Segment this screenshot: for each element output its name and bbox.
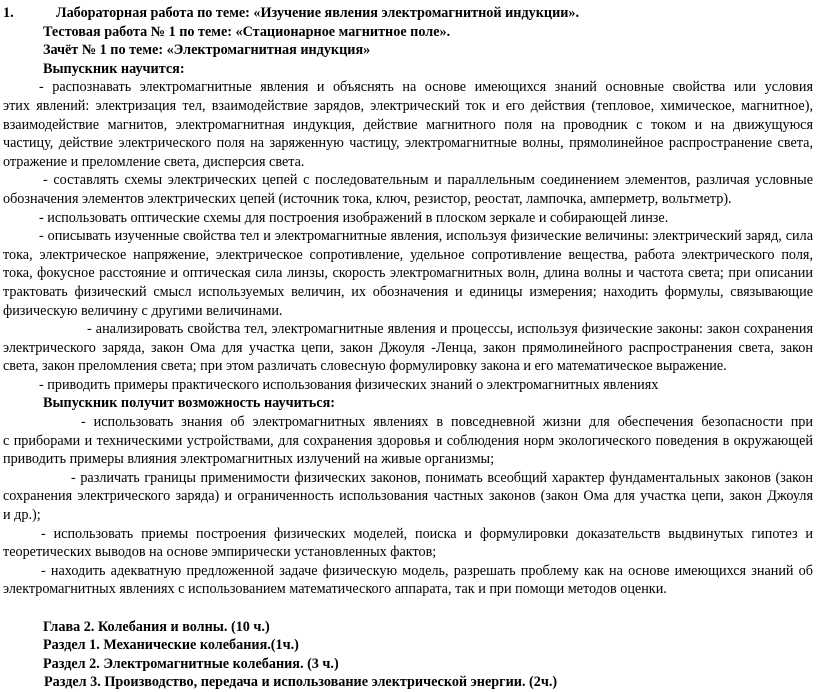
opportunity-line: с приборами и техническими устройствами, для сохранения здоровья и соблюдения норм экологического поведения в окружающей	[3, 432, 813, 449]
learns-line: отражение и преломление света, дисперсия света.	[3, 153, 305, 170]
opportunity-line: сохранения электрического заряда) и ограниченность использования частных законов (закон Ома для участка цепи, закон Джоуля	[3, 488, 813, 505]
learns-line: - использовать оптические схемы для построения изображений в плоском зеркале и собирающей линзе.	[39, 209, 669, 226]
section-title: Раздел 3. Производство, передача и использование электрической энергии. (2ч.)	[44, 674, 558, 691]
learns-line: - распознавать электромагнитные явления и объяснять на основе имеющихся знаний основные свойства или условия	[39, 79, 813, 96]
opportunity-line: - использовать приемы построения физических моделей, поиска и формулировки доказательств выдвинутых гипотез и	[41, 525, 813, 542]
learns-line: тока, фокусное расстояние и оптическая сила линзы, скорость электромагнитных волн, длина волны и частота света; при описании	[3, 265, 813, 282]
section-title: Раздел 2. Электромагнитные колебания. (3 ч.)	[43, 655, 339, 672]
learns-line: взаимодействие магнитов, электромагнитная индукция, действие магнитного поля на проводник с током и на движущуюся	[3, 116, 813, 133]
learns-line: трактовать физический смысл используемых величин, их обозначения и единицы измерения; находить формулы, связывающие	[3, 283, 813, 300]
learns-line: - составлять схемы электрических цепей с последовательным и параллельным соединением элементов, различая условные	[43, 172, 813, 189]
opportunity-line: электромагнитных явлениях с использованием математического аппарата, так и при помощи методов оценки.	[3, 581, 667, 598]
opportunity-line: приводить примеры влияния электромагнитных излучений на живые организмы;	[3, 451, 495, 468]
opportunity-line: - находить адекватную предложенной задаче физическую модель, разрешать проблему как на основе имеющихся знаний об	[41, 562, 813, 579]
learns-line: тока, электрическое напряжение, электрическое сопротивление, удельное сопротивление вещества, работа электрического поля,	[3, 246, 813, 263]
learns-line: частицу, действие электрического поля на заряженную частицу, электромагнитные волны, прямолинейное распространение света,	[3, 135, 813, 152]
learns-line: - описывать изученные свойства тел и электромагнитные явления, используя физические величины: электрический заряд, сила	[39, 228, 813, 245]
opportunity-line: - использовать знания об электромагнитных явлениях в повседневной жизни для обеспечения безопасности при	[81, 414, 813, 431]
learns-line: электрического заряда, закон Ома для участка цепи, закон Джоуля -Ленца, закон прямолинейного распространения света, закон	[3, 339, 813, 356]
learns-line: - приводить примеры практического использования физических знаний о электромагнитных явлениях	[39, 376, 659, 393]
learns-line: этих явлений: электризация тел, взаимодействие зарядов, электрический ток и его действия (тепловое, химическое, магнитное),	[3, 97, 813, 114]
chapter-title: Глава 2. Колебания и волны. (10 ч.)	[43, 618, 270, 635]
opportunity-line: - различать границы применимости физических законов, понимать всеобщий характер фундаментальных законов (закон	[71, 469, 813, 486]
credit-heading: Зачёт № 1 по теме: «Электромагнитная индукция»	[43, 42, 371, 59]
lab-number: 1.	[3, 5, 14, 21]
lab-work-heading	[3, 4, 813, 23]
learns-line: - анализировать свойства тел, электромагнитные явления и процессы, используя физические законы: закон сохранения	[87, 321, 813, 338]
opportunity-line: и др.);	[3, 507, 41, 524]
test-work-heading: Тестовая работа № 1 по теме: «Стационарное магнитное поле».	[43, 23, 451, 40]
learns-line: обозначения элементов электрических цепей (источник тока, ключ, резистор, реостат, лампочка, амперметр, вольтметр).	[3, 190, 732, 207]
learns-heading: Выпускник научится:	[43, 60, 185, 77]
learns-line: света, закон преломления света; при этом различать словесную формулировку закона и его математическое выражение.	[3, 358, 727, 375]
opportunity-heading: Выпускник получит возможность научиться:	[43, 395, 335, 412]
lab-title: Лабораторная работа по теме: «Изучение явления электромагнитной индукции».	[56, 5, 580, 21]
section-title: Раздел 1. Механические колебания.(1ч.)	[43, 637, 299, 654]
opportunity-line: теоретических выводов на основе эмпирически установленных фактов;	[3, 544, 437, 561]
spacer	[3, 599, 813, 618]
learns-line: физическую величину с другими величинами.	[3, 302, 283, 319]
